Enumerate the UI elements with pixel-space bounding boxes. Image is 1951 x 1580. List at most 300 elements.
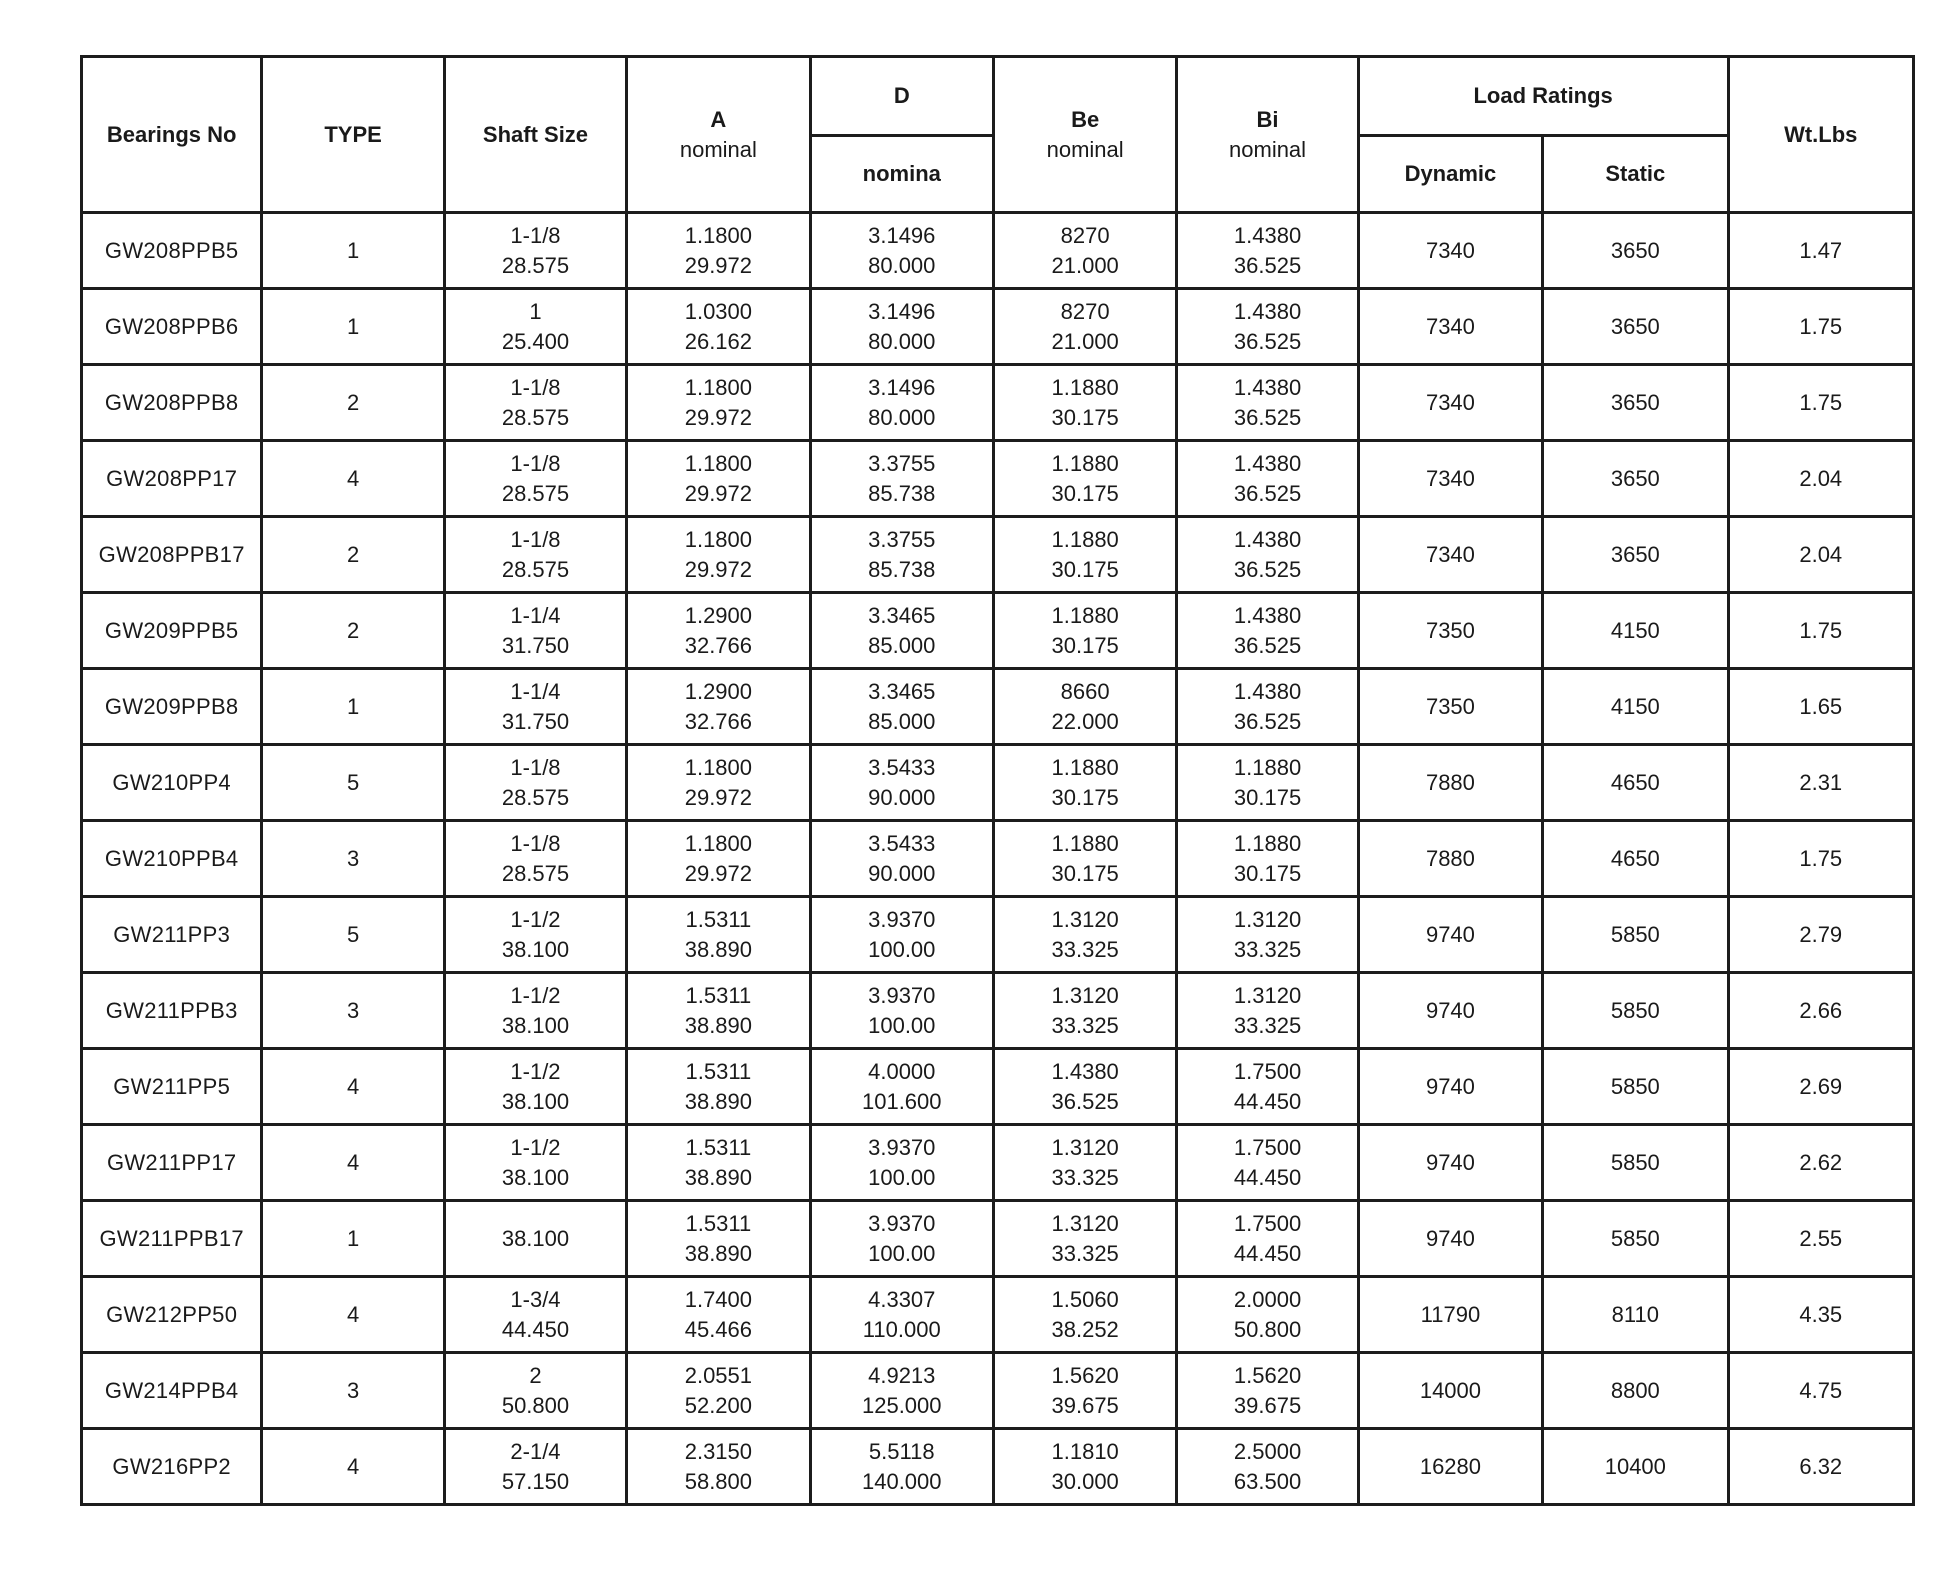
table-row <box>82 1125 1914 1201</box>
bi-nominal-cell <box>1177 593 1358 669</box>
be-nominal-cell-line: 21.000 <box>1051 252 1119 278</box>
d-nominal-cell <box>810 289 993 365</box>
table-row <box>82 365 1914 441</box>
weight-cell: 2.04 <box>1728 517 1913 593</box>
shaft-size-cell <box>444 1277 626 1353</box>
d-nominal-cell-line: 110.000 <box>862 1316 941 1342</box>
type-cell: 2 <box>262 517 444 593</box>
a-nominal-cell-line: 29.972 <box>684 480 753 506</box>
d-nominal-cell <box>810 593 993 669</box>
static-rating-cell: 3650 <box>1543 213 1728 289</box>
weight-cell: 1.75 <box>1728 289 1913 365</box>
dynamic-rating-cell: 9740 <box>1358 897 1542 973</box>
table-row <box>82 1049 1914 1125</box>
static-rating-cell: 3650 <box>1543 517 1728 593</box>
a-nominal-cell <box>627 213 810 289</box>
d-nominal-cell-line: 100.00 <box>868 1240 936 1266</box>
be-nominal-cell-line: 30.175 <box>1051 784 1119 810</box>
bi-nominal-cell-line: 1.7500 <box>1233 1210 1302 1236</box>
shaft-size-cell <box>444 973 626 1049</box>
bi-nominal-cell-line: 1.4380 <box>1233 222 1302 248</box>
bi-nominal-cell-line: 44.450 <box>1233 1088 1302 1114</box>
a-nominal-cell <box>627 1353 810 1429</box>
bi-nominal-cell-line: 30.175 <box>1233 860 1302 886</box>
be-nominal-cell-line: 1.3120 <box>1051 982 1119 1008</box>
bi-nominal-cell <box>1177 365 1358 441</box>
static-rating-cell: 4650 <box>1543 745 1728 821</box>
dynamic-rating-cell: 16280 <box>1358 1429 1542 1505</box>
be-nominal-cell-line: 1.1880 <box>1051 754 1119 780</box>
bi-nominal-cell-line: 36.525 <box>1233 708 1302 734</box>
d-nominal-cell <box>810 441 993 517</box>
a-nominal-cell-line: 1.5311 <box>685 1134 752 1160</box>
d-nominal-cell-line: 100.00 <box>868 936 936 962</box>
bearing-spec-table <box>80 55 1915 1506</box>
type-cell: 4 <box>262 1277 444 1353</box>
d-nominal-cell-line: 3.1496 <box>868 374 936 400</box>
d-nominal-cell-line: 3.3755 <box>868 526 936 552</box>
be-nominal-cell <box>993 289 1176 365</box>
bearing-number-cell: GW208PPB17 <box>82 517 262 593</box>
type-cell: 4 <box>262 441 444 517</box>
a-nominal-cell <box>627 973 810 1049</box>
bi-nominal-cell-line: 1.4380 <box>1233 526 1302 552</box>
a-nominal-cell-line: 1.1800 <box>684 754 753 780</box>
d-nominal-cell <box>810 1049 993 1125</box>
weight-cell: 1.75 <box>1728 365 1913 441</box>
a-nominal-cell-line: 38.890 <box>684 936 753 962</box>
d-nominal-cell <box>810 517 993 593</box>
shaft-size-cell-line: 38.100 <box>501 1225 570 1251</box>
bi-nominal-cell-line: 1.4380 <box>1233 450 1302 476</box>
a-nominal-cell-line: 38.890 <box>684 1164 753 1190</box>
a-nominal-cell <box>627 1201 810 1277</box>
be-nominal-cell-line: 30.175 <box>1051 480 1119 506</box>
table-row <box>82 289 1914 365</box>
table-row <box>82 1277 1914 1353</box>
bi-nominal-cell <box>1177 1125 1358 1201</box>
static-rating-cell: 10400 <box>1543 1429 1728 1505</box>
shaft-size-cell-line: 25.400 <box>501 328 570 354</box>
be-nominal-cell <box>993 1201 1176 1277</box>
table-row <box>82 973 1914 1049</box>
be-nominal-cell-line: 33.325 <box>1051 1012 1119 1038</box>
d-nominal-cell <box>810 897 993 973</box>
shaft-size-cell-line: 2-1/4 <box>510 1438 561 1464</box>
bi-nominal-cell-line: 36.525 <box>1233 328 1302 354</box>
header-be-sub: nominal <box>1046 136 1124 162</box>
type-cell: 5 <box>262 745 444 821</box>
bi-nominal-cell-line: 36.525 <box>1233 480 1302 506</box>
bi-nominal-cell-line: 50.800 <box>1233 1316 1302 1342</box>
bi-nominal-cell-line: 1.5620 <box>1233 1362 1302 1388</box>
d-nominal-cell <box>810 669 993 745</box>
bearing-number-cell: GW208PPB8 <box>82 365 262 441</box>
shaft-size-cell-line: 1-1/8 <box>510 450 561 476</box>
be-nominal-cell-line: 1.1880 <box>1051 450 1119 476</box>
shaft-size-cell-line: 1-3/4 <box>510 1286 561 1312</box>
weight-cell: 2.79 <box>1728 897 1913 973</box>
d-nominal-cell <box>810 1429 993 1505</box>
d-nominal-cell-line: 80.000 <box>868 404 936 430</box>
be-nominal-cell <box>993 365 1176 441</box>
bi-nominal-cell-line: 30.175 <box>1233 784 1302 810</box>
type-cell: 3 <box>262 1353 444 1429</box>
weight-cell: 6.32 <box>1728 1429 1913 1505</box>
header-d: D <box>810 57 993 136</box>
header-dynamic: Dynamic <box>1358 136 1542 213</box>
a-nominal-cell-line: 1.1800 <box>684 526 753 552</box>
header-weight: Wt.Lbs <box>1728 57 1913 213</box>
shaft-size-cell-line: 28.575 <box>501 556 570 582</box>
bi-nominal-cell-line: 1.3120 <box>1233 906 1302 932</box>
d-nominal-cell-line: 125.000 <box>861 1392 942 1418</box>
shaft-size-cell <box>444 593 626 669</box>
d-nominal-cell-line: 3.5433 <box>868 754 936 780</box>
weight-cell: 1.75 <box>1728 821 1913 897</box>
header-bi <box>1177 57 1358 213</box>
shaft-size-cell-line: 28.575 <box>501 860 570 886</box>
a-nominal-cell-line: 52.200 <box>684 1392 753 1418</box>
type-cell: 3 <box>262 973 444 1049</box>
shaft-size-cell-line: 28.575 <box>501 404 570 430</box>
weight-cell: 4.75 <box>1728 1353 1913 1429</box>
bearing-number-cell: GW211PPB3 <box>82 973 262 1049</box>
a-nominal-cell-line: 1.5311 <box>685 1210 752 1236</box>
d-nominal-cell <box>810 1125 993 1201</box>
shaft-size-cell <box>444 1201 626 1277</box>
weight-cell: 2.62 <box>1728 1125 1913 1201</box>
table-row <box>82 441 1914 517</box>
a-nominal-cell-line: 1.1800 <box>684 450 753 476</box>
d-nominal-cell-line: 3.9370 <box>868 1210 936 1236</box>
table-row <box>82 821 1914 897</box>
bi-nominal-cell-line: 33.325 <box>1233 1012 1302 1038</box>
be-nominal-cell-line: 1.3120 <box>1051 1134 1119 1160</box>
a-nominal-cell-line: 1.2900 <box>684 678 753 704</box>
dynamic-rating-cell: 7340 <box>1358 517 1542 593</box>
type-cell: 4 <box>262 1429 444 1505</box>
bi-nominal-cell <box>1177 517 1358 593</box>
a-nominal-cell-line: 1.0300 <box>684 298 753 324</box>
type-cell: 1 <box>262 289 444 365</box>
a-nominal-cell-line: 1.5311 <box>685 1058 752 1084</box>
shaft-size-cell <box>444 213 626 289</box>
shaft-size-cell-line: 28.575 <box>501 480 570 506</box>
bearing-number-cell: GW211PP3 <box>82 897 262 973</box>
bearing-number-cell: GW210PPB4 <box>82 821 262 897</box>
shaft-size-cell-line: 38.100 <box>501 1012 570 1038</box>
be-nominal-cell <box>993 897 1176 973</box>
table-row <box>82 1429 1914 1505</box>
shaft-size-cell <box>444 289 626 365</box>
bearing-number-cell: GW211PPB17 <box>82 1201 262 1277</box>
static-rating-cell: 4650 <box>1543 821 1728 897</box>
shaft-size-cell-line: 1-1/2 <box>510 982 561 1008</box>
table-row <box>82 669 1914 745</box>
bi-nominal-cell-line: 1.1880 <box>1233 830 1302 856</box>
be-nominal-cell <box>993 1429 1176 1505</box>
d-nominal-cell-line: 4.0000 <box>868 1058 936 1084</box>
dynamic-rating-cell: 11790 <box>1358 1277 1542 1353</box>
dynamic-rating-cell: 9740 <box>1358 973 1542 1049</box>
shaft-size-cell-line: 31.750 <box>501 632 570 658</box>
type-cell: 3 <box>262 821 444 897</box>
type-cell: 5 <box>262 897 444 973</box>
be-nominal-cell <box>993 593 1176 669</box>
shaft-size-cell <box>444 441 626 517</box>
bi-nominal-cell <box>1177 821 1358 897</box>
bi-nominal-cell-line: 1.4380 <box>1233 678 1302 704</box>
a-nominal-cell <box>627 1125 810 1201</box>
shaft-size-cell-line: 28.575 <box>501 784 570 810</box>
weight-cell: 1.65 <box>1728 669 1913 745</box>
bearing-number-cell: GW211PP5 <box>82 1049 262 1125</box>
d-nominal-cell-line: 4.3307 <box>868 1286 936 1312</box>
dynamic-rating-cell: 7350 <box>1358 593 1542 669</box>
static-rating-cell: 8800 <box>1543 1353 1728 1429</box>
a-nominal-cell <box>627 365 810 441</box>
d-nominal-cell-line: 90.000 <box>868 860 936 886</box>
static-rating-cell: 8110 <box>1543 1277 1728 1353</box>
dynamic-rating-cell: 9740 <box>1358 1201 1542 1277</box>
shaft-size-cell <box>444 897 626 973</box>
be-nominal-cell-line: 8270 <box>1060 298 1110 324</box>
shaft-size-cell-line: 50.800 <box>501 1392 570 1418</box>
a-nominal-cell-line: 26.162 <box>684 328 753 354</box>
be-nominal-cell-line: 30.175 <box>1051 556 1119 582</box>
static-rating-cell: 5850 <box>1543 1201 1728 1277</box>
be-nominal-cell-line: 36.525 <box>1051 1088 1119 1114</box>
shaft-size-cell-line: 28.575 <box>501 252 570 278</box>
bi-nominal-cell-line: 1.1880 <box>1233 754 1302 780</box>
be-nominal-cell <box>993 517 1176 593</box>
bi-nominal-cell <box>1177 1201 1358 1277</box>
shaft-size-cell-line: 1-1/8 <box>510 526 561 552</box>
static-rating-cell: 4150 <box>1543 669 1728 745</box>
be-nominal-cell <box>993 1125 1176 1201</box>
a-nominal-cell <box>627 441 810 517</box>
static-rating-cell: 5850 <box>1543 897 1728 973</box>
bi-nominal-cell <box>1177 669 1358 745</box>
d-nominal-cell-line: 3.1496 <box>868 298 936 324</box>
shaft-size-cell <box>444 517 626 593</box>
header-static: Static <box>1543 136 1728 213</box>
type-cell: 2 <box>262 593 444 669</box>
header-load-ratings: Load Ratings <box>1358 57 1728 136</box>
d-nominal-cell-line: 140.000 <box>861 1468 942 1494</box>
bi-nominal-cell-line: 1.4380 <box>1233 298 1302 324</box>
bi-nominal-cell <box>1177 1049 1358 1125</box>
header-bi-sub: nominal <box>1229 136 1307 162</box>
d-nominal-cell <box>810 1353 993 1429</box>
a-nominal-cell-line: 1.1800 <box>684 374 753 400</box>
header-a <box>627 57 810 213</box>
bi-nominal-cell-line: 1.7500 <box>1233 1134 1302 1160</box>
a-nominal-cell-line: 1.7400 <box>684 1286 753 1312</box>
shaft-size-cell <box>444 365 626 441</box>
d-nominal-cell-line: 3.3465 <box>868 602 936 628</box>
a-nominal-cell-line: 2.0551 <box>684 1362 753 1388</box>
a-nominal-cell-line: 1.1800 <box>684 830 753 856</box>
bi-nominal-cell-line: 36.525 <box>1233 252 1302 278</box>
static-rating-cell: 5850 <box>1543 973 1728 1049</box>
header-bearings-no: Bearings No <box>82 57 262 213</box>
header-type: TYPE <box>262 57 444 213</box>
shaft-size-cell-line: 31.750 <box>501 708 570 734</box>
header-be-label: Be <box>1071 106 1100 132</box>
shaft-size-cell-line: 44.450 <box>501 1316 570 1342</box>
be-nominal-cell-line: 1.1880 <box>1051 602 1119 628</box>
bi-nominal-cell <box>1177 897 1358 973</box>
bi-nominal-cell-line: 1.4380 <box>1233 602 1302 628</box>
shaft-size-cell <box>444 821 626 897</box>
d-nominal-cell-line: 85.738 <box>868 480 936 506</box>
d-nominal-cell-line: 90.000 <box>868 784 936 810</box>
bi-nominal-cell-line: 1.7500 <box>1233 1058 1302 1084</box>
d-nominal-cell-line: 101.600 <box>861 1088 942 1114</box>
weight-cell: 2.55 <box>1728 1201 1913 1277</box>
d-nominal-cell <box>810 365 993 441</box>
bearing-number-cell: GW210PP4 <box>82 745 262 821</box>
a-nominal-cell <box>627 1277 810 1353</box>
bearing-number-cell: GW216PP2 <box>82 1429 262 1505</box>
d-nominal-cell-line: 5.5118 <box>868 1438 935 1464</box>
shaft-size-cell <box>444 745 626 821</box>
be-nominal-cell-line: 33.325 <box>1051 1164 1119 1190</box>
header-d-sub: nomina <box>810 136 993 213</box>
be-nominal-cell-line: 30.175 <box>1051 632 1119 658</box>
a-nominal-cell-line: 29.972 <box>684 252 753 278</box>
bi-nominal-cell <box>1177 745 1358 821</box>
bi-nominal-cell-line: 1.3120 <box>1233 982 1302 1008</box>
shaft-size-cell-line: 38.100 <box>501 1088 570 1114</box>
dynamic-rating-cell: 7340 <box>1358 365 1542 441</box>
d-nominal-cell <box>810 1201 993 1277</box>
be-nominal-cell <box>993 213 1176 289</box>
weight-cell: 2.69 <box>1728 1049 1913 1125</box>
a-nominal-cell-line: 2.3150 <box>684 1438 753 1464</box>
a-nominal-cell-line: 38.890 <box>684 1088 753 1114</box>
bi-nominal-cell <box>1177 1277 1358 1353</box>
bearing-number-cell: GW212PP50 <box>82 1277 262 1353</box>
be-nominal-cell-line: 30.175 <box>1051 404 1119 430</box>
be-nominal-cell <box>993 1277 1176 1353</box>
weight-cell: 4.35 <box>1728 1277 1913 1353</box>
be-nominal-cell-line: 1.4380 <box>1051 1058 1119 1084</box>
bi-nominal-cell-line: 63.500 <box>1233 1468 1302 1494</box>
d-nominal-cell <box>810 213 993 289</box>
bearing-number-cell: GW208PPB5 <box>82 213 262 289</box>
shaft-size-cell-line: 1-1/8 <box>510 222 561 248</box>
static-rating-cell: 3650 <box>1543 441 1728 517</box>
bi-nominal-cell-line: 2.5000 <box>1233 1438 1302 1464</box>
shaft-size-cell-line: 1-1/8 <box>510 374 561 400</box>
be-nominal-cell-line: 33.325 <box>1051 936 1119 962</box>
be-nominal-cell-line: 22.000 <box>1051 708 1119 734</box>
be-nominal-cell-line: 1.3120 <box>1051 1210 1119 1236</box>
a-nominal-cell-line: 29.972 <box>684 404 753 430</box>
dynamic-rating-cell: 9740 <box>1358 1049 1542 1125</box>
shaft-size-cell-line: 1 <box>529 298 542 324</box>
be-nominal-cell <box>993 669 1176 745</box>
d-nominal-cell-line: 80.000 <box>868 328 936 354</box>
shaft-size-cell <box>444 1049 626 1125</box>
be-nominal-cell-line: 30.175 <box>1051 860 1119 886</box>
a-nominal-cell <box>627 593 810 669</box>
type-cell: 4 <box>262 1125 444 1201</box>
bi-nominal-cell-line: 36.525 <box>1233 404 1302 430</box>
d-nominal-cell-line: 85.738 <box>868 556 936 582</box>
shaft-size-cell-line: 1-1/2 <box>510 1134 561 1160</box>
bearing-number-cell: GW209PPB8 <box>82 669 262 745</box>
header-bi-label: Bi <box>1256 106 1279 132</box>
bearing-number-cell: GW214PPB4 <box>82 1353 262 1429</box>
a-nominal-cell <box>627 745 810 821</box>
a-nominal-cell-line: 58.800 <box>684 1468 753 1494</box>
d-nominal-cell-line: 3.9370 <box>868 906 936 932</box>
header-be <box>993 57 1176 213</box>
a-nominal-cell-line: 1.5311 <box>685 982 752 1008</box>
shaft-size-cell-line: 1-1/4 <box>510 602 561 628</box>
bearing-number-cell: GW209PPB5 <box>82 593 262 669</box>
shaft-size-cell <box>444 1125 626 1201</box>
a-nominal-cell-line: 1.5311 <box>685 906 752 932</box>
d-nominal-cell-line: 80.000 <box>868 252 936 278</box>
bi-nominal-cell-line: 36.525 <box>1233 632 1302 658</box>
d-nominal-cell-line: 85.000 <box>868 708 936 734</box>
be-nominal-cell-line: 38.252 <box>1051 1316 1119 1342</box>
a-nominal-cell <box>627 1429 810 1505</box>
type-cell: 2 <box>262 365 444 441</box>
d-nominal-cell-line: 100.00 <box>868 1012 936 1038</box>
be-nominal-cell-line: 1.1880 <box>1051 374 1119 400</box>
a-nominal-cell-line: 32.766 <box>684 708 753 734</box>
bi-nominal-cell-line: 44.450 <box>1233 1240 1302 1266</box>
table-row <box>82 897 1914 973</box>
table-body <box>82 213 1914 1505</box>
d-nominal-cell <box>810 973 993 1049</box>
dynamic-rating-cell: 7340 <box>1358 289 1542 365</box>
dynamic-rating-cell: 7340 <box>1358 213 1542 289</box>
d-nominal-cell <box>810 1277 993 1353</box>
be-nominal-cell-line: 30.000 <box>1051 1468 1119 1494</box>
bi-nominal-cell-line: 33.325 <box>1233 936 1302 962</box>
a-nominal-cell-line: 32.766 <box>684 632 753 658</box>
be-nominal-cell-line: 21.000 <box>1051 328 1119 354</box>
type-cell: 1 <box>262 669 444 745</box>
d-nominal-cell-line: 4.9213 <box>868 1362 936 1388</box>
a-nominal-cell-line: 38.890 <box>684 1240 753 1266</box>
dynamic-rating-cell: 7880 <box>1358 821 1542 897</box>
type-cell: 1 <box>262 1201 444 1277</box>
d-nominal-cell-line: 3.9370 <box>868 1134 936 1160</box>
d-nominal-cell <box>810 745 993 821</box>
shaft-size-cell-line: 57.150 <box>501 1468 570 1494</box>
bearing-number-cell: GW208PP17 <box>82 441 262 517</box>
shaft-size-cell <box>444 1353 626 1429</box>
a-nominal-cell-line: 29.972 <box>684 556 753 582</box>
bi-nominal-cell <box>1177 973 1358 1049</box>
shaft-size-cell-line: 1-1/2 <box>510 906 561 932</box>
table-row <box>82 1353 1914 1429</box>
a-nominal-cell <box>627 517 810 593</box>
table-row <box>82 213 1914 289</box>
shaft-size-cell-line: 1-1/2 <box>510 1058 561 1084</box>
be-nominal-cell-line: 1.5620 <box>1051 1362 1119 1388</box>
dynamic-rating-cell: 7350 <box>1358 669 1542 745</box>
a-nominal-cell <box>627 897 810 973</box>
